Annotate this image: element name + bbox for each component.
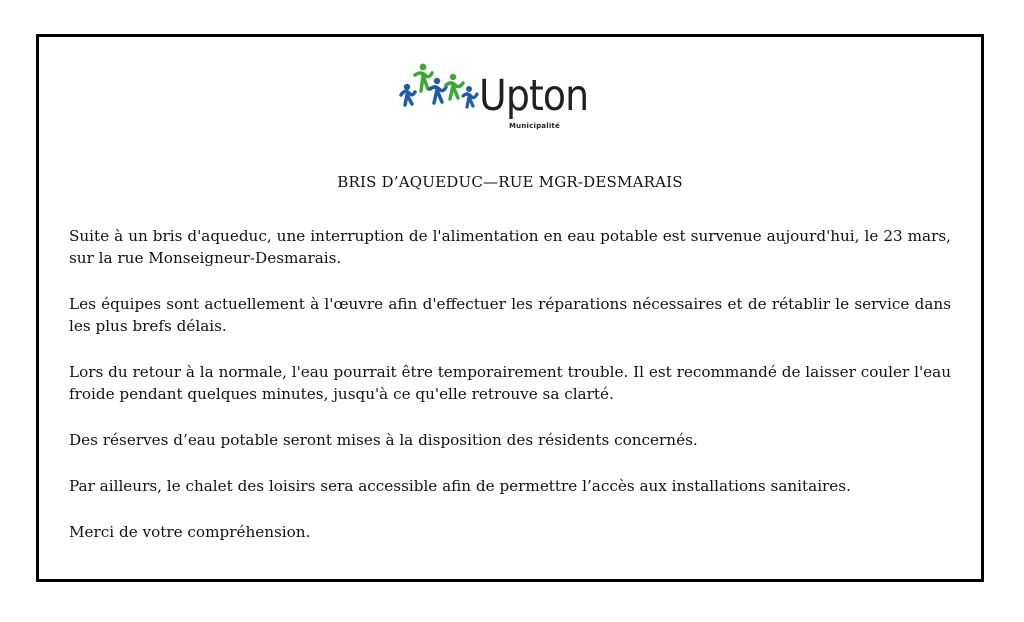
notice-frame [36, 34, 984, 582]
paragraph-interruption: Suite à un bris d'aqueduc, une interruption de l'alimentation en eau potable est survenue aujourd'hui, le 23 mars, sur la rue Monseigneur-Desmarais. [69, 227, 951, 267]
logo-subtitle: Municipalité [509, 122, 560, 130]
paragraph-cloudy-water: Lors du retour à la normale, l'eau pourrait être temporairement trouble. Il est recommandé de laisser couler l'eau froide pendant quelques minutes, jusqu'à ce qu'elle retrouve sa clarté. [69, 363, 951, 403]
logo-wordmark: Upton [479, 71, 589, 121]
paragraph-thanks: Merci de votre compréhension. [69, 523, 311, 541]
upton-logo [397, 59, 597, 129]
paragraph-water-reserves: Des réserves d’eau potable seront mises à la disposition des résidents concernés. [69, 431, 698, 449]
paragraph-chalet: Par ailleurs, le chalet des loisirs sera accessible afin de permettre l’accès aux installations sanitaires. [69, 477, 851, 495]
notice-body [69, 225, 951, 567]
paragraph-repairs: Les équipes sont actuellement à l'œuvre afin d'effectuer les réparations nécessaires et de rétablir le service dans les plus brefs délais. [69, 295, 951, 335]
notice-title: BRIS D’AQUEDUC—RUE MGR-DESMARAIS [337, 173, 683, 191]
dancing-figures-icon [397, 59, 481, 121]
